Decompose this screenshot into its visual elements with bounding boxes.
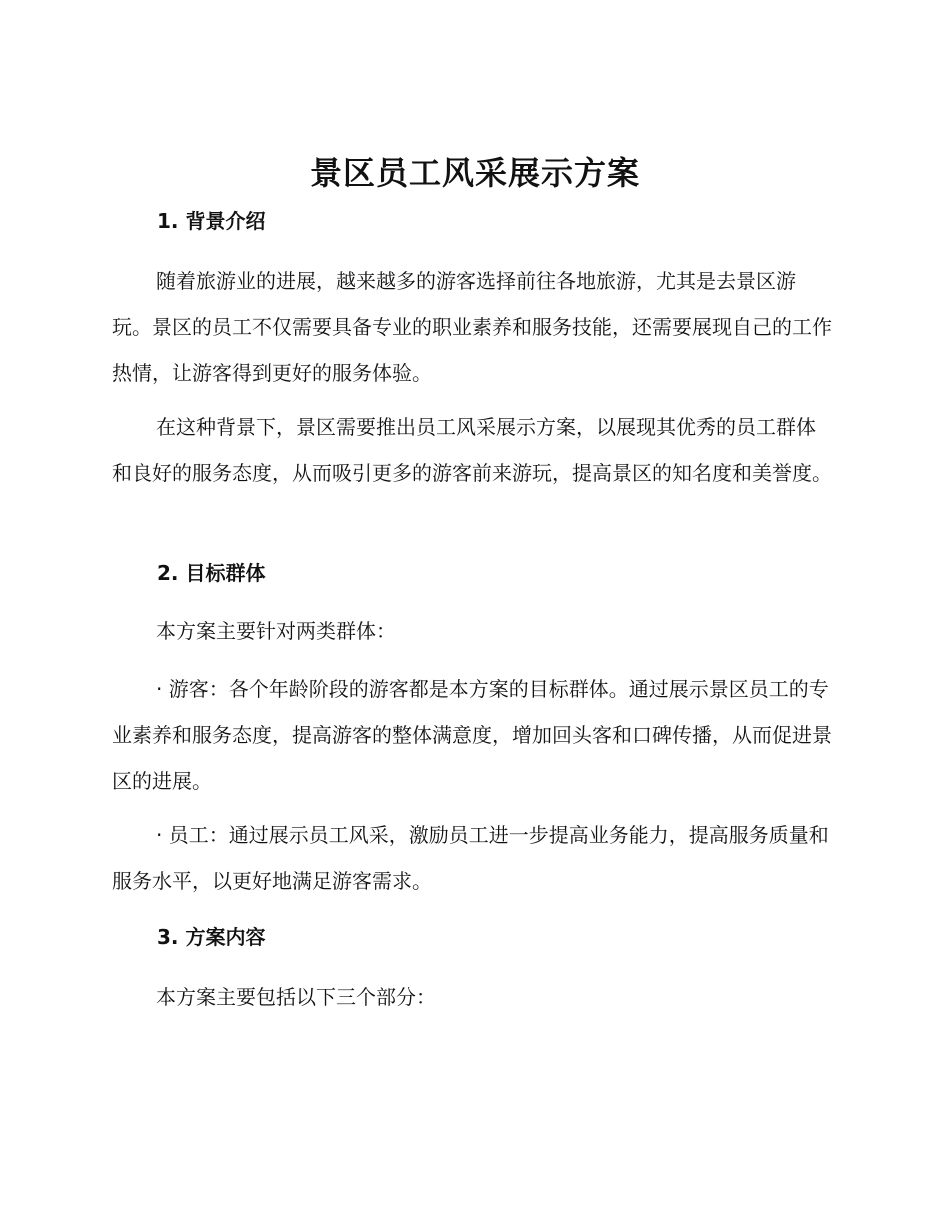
paragraph-target-intro: 本方案主要针对两类群体： <box>156 619 396 643</box>
paragraph-target-staff: · 员工：通过展示员工风采，激励员工进一步提高业务能力，提高服务质量和服务水平，以更好地满足游客需求。 <box>112 823 829 893</box>
section-heading-plan-content: 3. 方案内容 <box>157 925 266 949</box>
paragraph-background-1: 随着旅游业的进展，越来越多的游客选择前往各地旅游，尤其是去景区游玩。景区的员工不仅需要具备专业的职业素养和服务技能，还需要展现自己的工作热情，让游客得到更好的服务体验。 <box>112 269 832 385</box>
document-title: 景区员工风采展示方案 <box>309 154 640 192</box>
paragraph-target-tourists: · 游客：各个年龄阶段的游客都是本方案的目标群体。通过展示景区员工的专业素养和服务态度，提高游客的整体满意度，增加回头客和口碑传播，从而促进景区的进展。 <box>112 677 832 793</box>
section-heading-background: 1. 背景介绍 <box>157 209 266 233</box>
paragraph-background-2: 在这种背景下，景区需要推出员工风采展示方案，以展现其优秀的员工群体和良好的服务态度，从而吸引更多的游客前来游玩，提高景区的知名度和美誉度。 <box>112 415 832 485</box>
section-heading-target-group: 2. 目标群体 <box>157 561 266 585</box>
paragraph-plan-intro: 本方案主要包括以下三个部分： <box>156 985 436 1009</box>
